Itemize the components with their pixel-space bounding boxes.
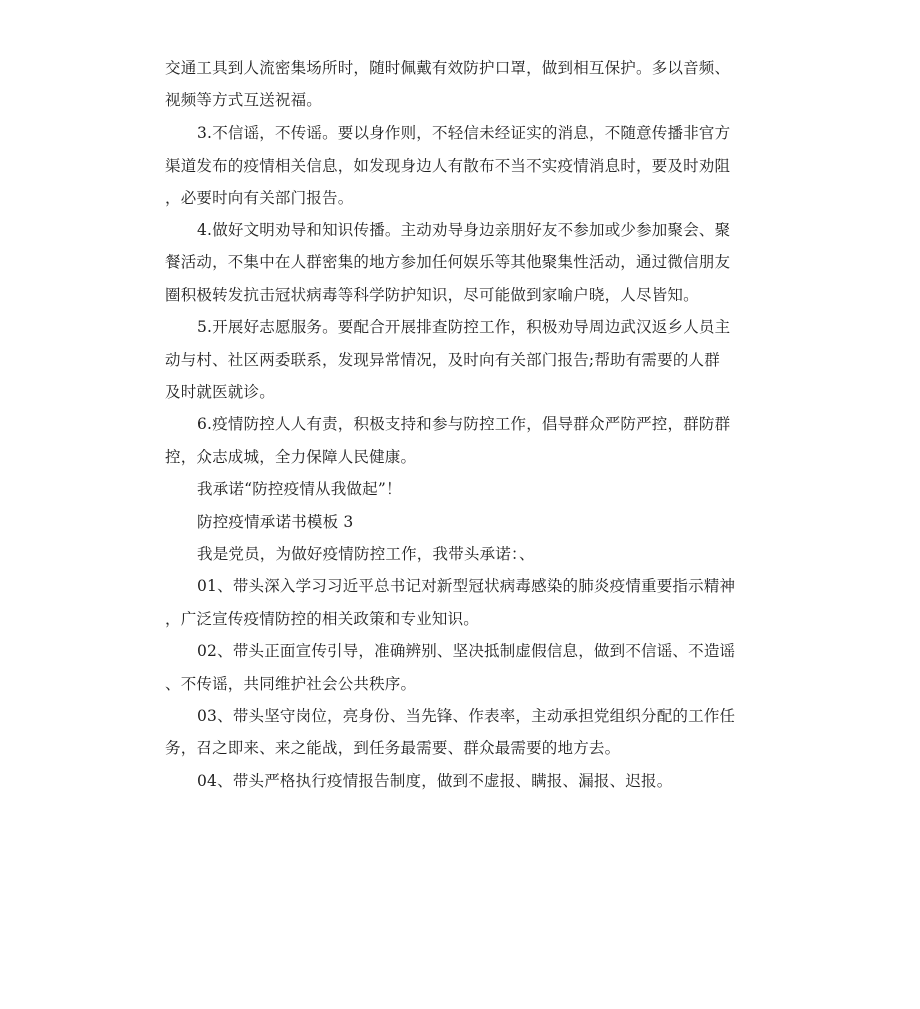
paragraph-line: 01、带头深入学习习近平总书记对新型冠状病毒感染的肺炎疫情重要指示精神: [197, 577, 736, 595]
text-line: 圈积极转发抗击冠状病毒等科学防护知识，尽可能做到家喻户晓，人尽皆知。: [165, 286, 699, 304]
paragraph-line: 5.开展好志愿服务。要配合开展排查防控工作，积极劝导周边武汉返乡人员主: [197, 318, 731, 336]
text-line: 控，众志成城，全力保障人民健康。: [165, 448, 417, 466]
paragraph-line: 02、带头正面宣传引导，准确辨别、坚决抵制虚假信息，做到不信谣、不造谣: [197, 642, 736, 660]
text-line: 视频等方式互送祝福。: [165, 91, 323, 109]
paragraph-line: 04、带头严格执行疫情报告制度，做到不虚报、瞒报、漏报、迟报。: [197, 772, 673, 790]
paragraph-line: 03、带头坚守岗位，亮身份、当先锋、作表率，主动承担党组织分配的工作任: [197, 707, 736, 725]
paragraph-line: 6.疫情防控人人有责，积极支持和参与防控工作，倡导群众严防严控，群防群: [197, 415, 731, 433]
paragraph-line: 3.不信谣，不传谣。要以身作则，不轻信未经证实的消息，不随意传播非官方: [197, 124, 731, 142]
text-line: 务，召之即来、来之能战，到任务最需要、群众最需要的地方去。: [165, 739, 621, 757]
paragraph-line: 4.做好文明劝导和知识传播。主动劝导身边亲朋好友不参加或少参加聚会、聚: [197, 221, 731, 239]
text-line: 及时就医就诊。: [165, 383, 275, 401]
text-line: 交通工具到人流密集场所时，随时佩戴有效防护口罩，做到相互保护。多以音频、: [165, 59, 731, 77]
text-line: 动与村、社区两委联系，发现异常情况，及时向有关部门报告;帮助有需要的人群: [165, 351, 720, 369]
section-title: 防控疫情承诺书模板 3: [197, 513, 354, 531]
text-line: 、不传谣，共同维护社会公共秩序。: [165, 675, 417, 693]
promise-line: 我承诺“防控疫情从我做起”！: [197, 480, 402, 498]
text-line: 餐活动，不集中在人群密集的地方参加任何娱乐等其他聚集性活动，通过微信朋友: [165, 253, 731, 271]
text-line: ，必要时向有关部门报告。: [165, 189, 354, 207]
text-line: 渠道发布的疫情相关信息，如发现身边人有散布不当不实疫情消息时，要及时劝阻: [165, 157, 731, 175]
paragraph-line: 我是党员，为做好疫情防控工作，我带头承诺：、: [197, 545, 535, 563]
text-line: ，广泛宣传疫情防控的相关政策和专业知识。: [165, 610, 480, 628]
